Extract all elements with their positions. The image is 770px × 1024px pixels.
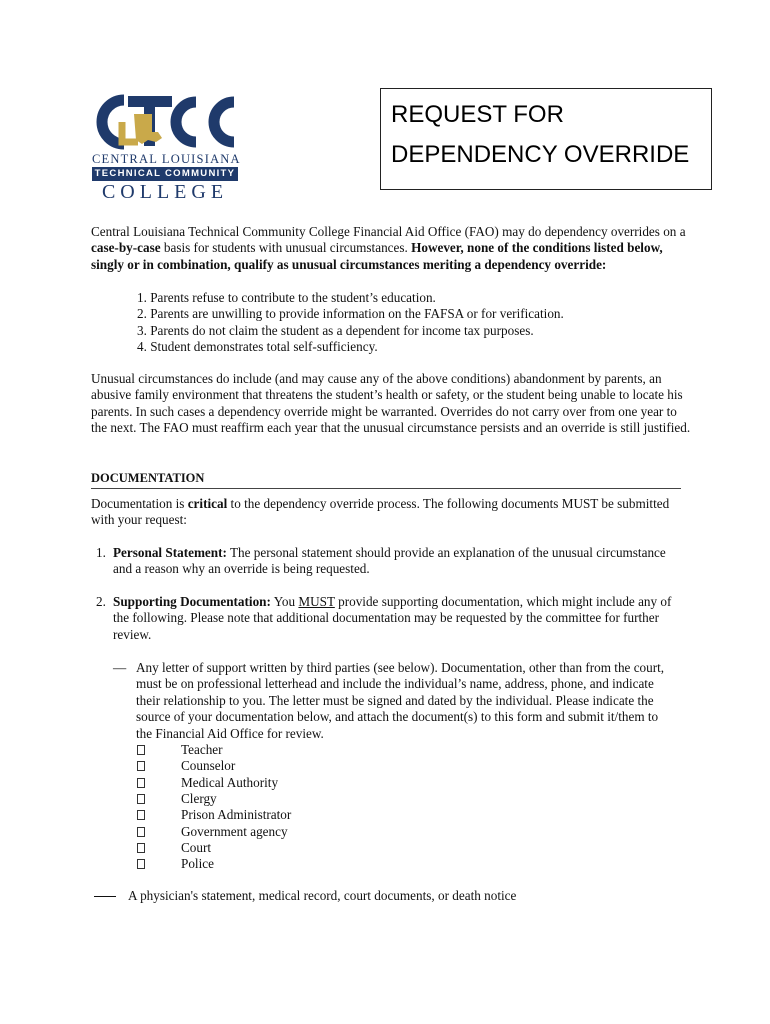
checkbox-clergy[interactable] xyxy=(137,794,145,804)
form-title-line-1: REQUEST FOR xyxy=(391,101,564,128)
checkbox-teacher[interactable] xyxy=(137,745,145,755)
checkbox-label: Police xyxy=(181,856,214,872)
checkbox-label: Prison Administrator xyxy=(181,807,292,823)
checkbox-court[interactable] xyxy=(137,843,145,853)
item-body: Any letter of support written by third parties (see below). Documentation, other than from the court, must be on professional letterhead and include the individual’s name, address, phone, and indicate their relationship to you. The letter must be signed and dated by the individual. Please indicate the source of your documentation below, and attach the document(s) to this form and submit it/them to the Financial Aid Office for review. xyxy=(136,660,665,741)
form-title-line-2: DEPENDENCY OVERRIDE xyxy=(391,141,690,168)
item-number: 2. xyxy=(96,594,106,609)
checkbox-counselor[interactable] xyxy=(137,761,145,771)
logo-wordmark-graphic xyxy=(92,92,242,152)
physician-statement-label: A physician's statement, medical record, court documents, or death notice xyxy=(128,888,517,903)
list-item: 4. Student demonstrates total self-sufficiency. xyxy=(137,339,378,355)
checkbox-label: Government agency xyxy=(181,823,288,839)
documentation-heading: DOCUMENTATION xyxy=(91,471,681,489)
intro-paragraph: Central Louisiana Technical Community College Financial Aid Office (FAO) may do dependency overrides on a case-by-case basis for students with unusual circumstances. However, none of the conditions listed below, singly or in combination, qualify as unusual circumstances meriting a dependency override: xyxy=(91,224,686,272)
non-qualifying-conditions-list xyxy=(137,290,697,356)
documentation-intro: Documentation is critical to the dependency override process. The following documents MUST be submitted with your request: xyxy=(91,496,670,528)
checkbox-label: Counselor xyxy=(181,758,236,774)
checkbox-label: Medical Authority xyxy=(181,774,279,790)
item-body: Supporting Documentation: You MUST provide supporting documentation, which might include any of the following. Please note that additional documentation may be requested by the committee for further review. xyxy=(113,594,672,642)
list-item: 3. Parents do not claim the student as a dependent for income tax purposes. xyxy=(137,322,534,338)
checkbox-prison-administrator[interactable] xyxy=(137,810,145,820)
checkbox-label: Teacher xyxy=(181,742,223,757)
dash-bullet: — xyxy=(113,660,127,675)
physician-statement-line xyxy=(94,888,516,904)
checkbox-label: Clergy xyxy=(181,791,217,807)
checkbox-medical-authority[interactable] xyxy=(137,778,145,788)
logo-line-3: COLLEGE xyxy=(101,181,229,203)
checkbox-police[interactable] xyxy=(137,859,145,869)
logo-line-2: TECHNICAL COMMUNITY xyxy=(92,167,238,181)
college-logo xyxy=(92,92,242,204)
checkbox-label: Court xyxy=(181,840,212,856)
unusual-circumstances-paragraph: Unusual circumstances do include (and may cause any of the above conditions) abandonment by parents, an abusive family environment that threatens the student’s health or safety, or the student being unable to locate his parents. In such cases a dependency override might be warranted. Overrides do not carry over from one year to the next. The FAO must reaffirm each year that the unusual circumstance persists and an override is still justified. xyxy=(91,371,691,436)
item-body: Personal Statement: The personal statement should provide an explanation of the unusual circumstance and a reason why an override is being requested. xyxy=(113,545,666,577)
physician-statement-blank[interactable] xyxy=(94,896,116,897)
logo-line-1: CENTRAL LOUISIANA xyxy=(92,152,241,166)
list-item: 1. Parents refuse to contribute to the student’s education. xyxy=(137,290,436,305)
checkbox-government-agency[interactable] xyxy=(137,827,145,837)
list-item: 2. Parents are unwilling to provide information on the FAFSA or for verification. xyxy=(137,306,564,322)
form-title-box xyxy=(380,88,712,190)
item-number: 1. xyxy=(96,545,106,560)
